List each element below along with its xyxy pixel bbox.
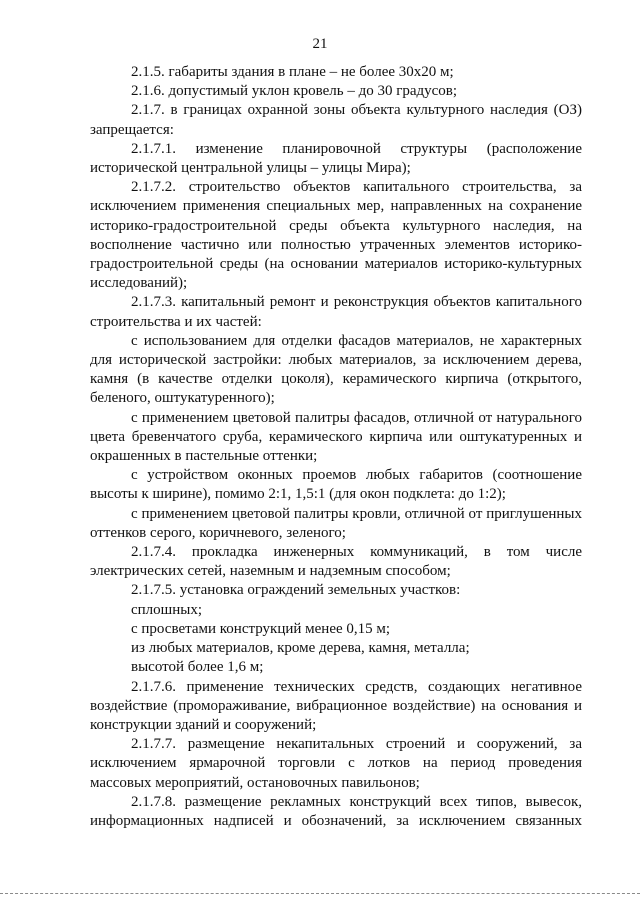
paragraph-2-1-7-3: 2.1.7.3. капитальный ремонт и реконструкция объектов капитального строительства и их частей: [90,294,582,330]
list-item-facade-palette: с применением цветовой палитры фасадов, отличной от натурального цвета бревенчатого сруба, керамического кирпича или оштукатуренных и окрашенных в пастельные оттенки; [90,409,582,465]
list-item-window-openings: с устройством оконных проемов любых габаритов (соотношение высоты к ширине), помимо 2:1, 1,5:1 (для окон подклета: до 1:2); [90,467,582,503]
paragraph-2-1-7-2: 2.1.7.2. строительство объектов капитального строительства, за исключением применения специальных мер, направленных на сохранение историко-градостроительной среды объекта культурного наследия, на восполнение частично или полностью утраченных элементов историко-градостроительной среды (на основании материалов историко-культурных исследований); [90,179,582,292]
paragraph-2-1-7-1: 2.1.7.1. изменение планировочной структуры (расположение исторической центральной улицы – улицы Мира); [90,140,582,177]
list-item-facade-materials: с использованием для отделки фасадов материалов, не характерных для исторической застройки: любых материалов, за исключением дерева, камня (в качестве отделки цоколя), керамического кирпича (открытого, беленого, оштукатуренного); [90,332,582,407]
page-number: 21 [312,36,328,52]
paragraph-2-1-5: 2.1.5. габариты здания в плане – не более 30х20 м; [131,64,454,80]
list-item-solid-fences: сплошных; [131,601,202,618]
document-body [90,63,582,831]
list-item-fence-materials: из любых материалов, кроме дерева, камня, металла; [131,640,470,657]
paragraph-2-1-7-6: 2.1.7.6. применение технических средств, создающих негативное воздействие (промораживание, вибрационное воздействие) на основания и конструкции зданий и сооружений; [90,678,582,733]
paragraph-2-1-7-8: 2.1.7.8. размещение рекламных конструкций всех типов, вывесок, информационных надписей и обозначений, за исключением связанных [90,793,582,829]
paragraph-2-1-7-4: 2.1.7.4. прокладка инженерных коммуникаций, в том числе электрических сетей, наземным и надземным способом; [90,544,582,580]
list-item-gap-fences: с просветами конструкций менее 0,15 м; [131,620,391,637]
paragraph-2-1-7-7: 2.1.7.7. размещение некапитальных строений и сооружений, за исключением ярмарочной торговли с лотков на период проведения массовых мероприятий, остановочных павильонов; [90,736,582,791]
page-bottom-edge [0,893,640,894]
paragraph-2-1-7: 2.1.7. в границах охранной зоны объекта культурного наследия (ОЗ) запрещается: [90,102,582,138]
paragraph-2-1-6: 2.1.6. допустимый уклон кровель – до 30 градусов; [131,83,458,100]
list-item-fence-height: высотой более 1,6 м; [131,659,264,676]
paragraph-2-1-7-5: 2.1.7.5. установка ограждений земельных участков: [131,582,461,599]
list-item-roof-palette: с применением цветовой палитры кровли, отличной от приглушенных оттенков серого, коричневого, зеленого; [90,505,582,541]
